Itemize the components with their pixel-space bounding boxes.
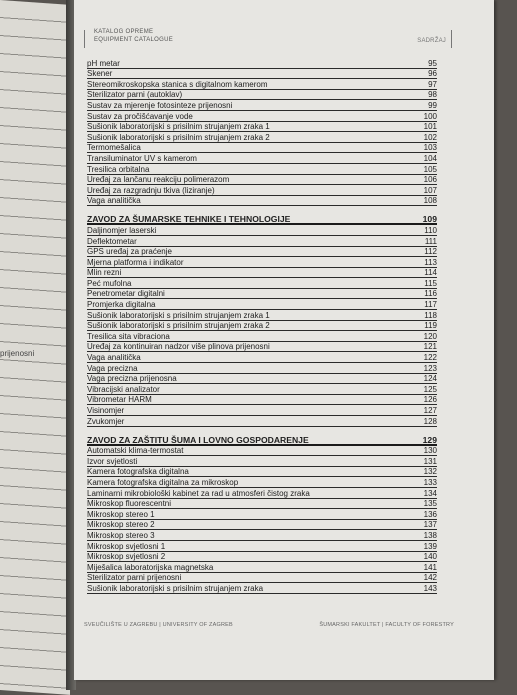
toc-entry-title: Uređaj za kontinuiran nadzor više plinova prijenosni (87, 342, 270, 352)
toc-page-number: 118 (424, 310, 437, 320)
toc-page-number: 135 (423, 499, 437, 509)
toc-entry-title: Vaga analitička (87, 353, 141, 363)
toc-entry-title: Zvukomjer (87, 416, 125, 426)
toc-page-number: 115 (424, 278, 437, 288)
toc-row (87, 289, 437, 300)
toc-page-number: 127 (423, 406, 437, 415)
toc-entry-title: Kamera fotografska digitalna za mikroskop (87, 477, 239, 487)
toc-page-number: 141 (423, 562, 437, 572)
toc-row (87, 79, 437, 90)
header-title-en: EQUIPMENT CATALOGUE (94, 37, 174, 43)
toc-row (87, 467, 437, 478)
toc-entry-title: Sterilizator parni (autoklav) (87, 90, 183, 100)
toc-row (87, 268, 437, 279)
toc-page-number: 97 (428, 79, 437, 89)
toc-page-number: 103 (423, 143, 437, 153)
left-page-fragment: prijenosni (0, 349, 35, 358)
toc-entry-title: Mikroskop stereo 1 (87, 509, 155, 519)
toc-row (87, 310, 437, 321)
toc-page-number: 130 (423, 446, 437, 456)
toc-row (87, 175, 437, 186)
toc-page-number: 143 (423, 583, 437, 593)
page-footer (84, 622, 454, 628)
toc-page-number: 100 (423, 111, 437, 121)
toc-row (87, 90, 437, 101)
toc-row (87, 456, 437, 467)
catalogue-page (74, 0, 494, 680)
toc-entry-title: Sušionik laboratorijski s prisilnim strujanjem zraka (87, 583, 264, 593)
toc-page-number: 96 (428, 69, 437, 79)
toc-row (87, 164, 437, 175)
toc-row (87, 488, 437, 499)
toc-row (87, 416, 437, 427)
toc-row (87, 153, 437, 164)
toc-page-number: 117 (424, 300, 437, 310)
toc-entry-title: Promjerka digitalna (87, 300, 156, 310)
toc-page-number: 111 (424, 236, 437, 246)
toc-row (87, 509, 437, 520)
toc-row (87, 477, 437, 488)
toc-entry-title: Sterilizator parni prijenosni (87, 573, 182, 583)
toc-page-number: 142 (423, 573, 437, 583)
toc-entry-title: Vaga precizna prijenosna (87, 374, 177, 384)
toc-entry-title: Skener (87, 69, 113, 79)
toc-entry-title: Mikroskop stereo 3 (87, 530, 155, 540)
toc-page-number: 124 (423, 374, 437, 384)
toc-page-number: 104 (423, 153, 437, 163)
toc-row (87, 299, 437, 310)
toc-row (87, 573, 437, 584)
toc-row (87, 363, 437, 374)
toc-page-number: 134 (423, 488, 437, 498)
toc-page-number: 108 (423, 196, 437, 206)
toc-page-number: 131 (423, 456, 437, 466)
toc-page-number: 99 (428, 100, 437, 110)
toc-row (87, 69, 437, 80)
header-right-rule (451, 30, 452, 48)
toc-row (87, 58, 437, 69)
toc-section-row (87, 427, 437, 446)
toc-entry-title: Miješalica laboratorijska magnetska (87, 562, 214, 572)
toc-page-number: 105 (423, 164, 437, 174)
toc-entry-title: Termomešalica (87, 143, 141, 153)
toc-row (87, 520, 437, 531)
toc-row (87, 395, 437, 406)
toc-page-number: 109 (422, 214, 437, 225)
toc-row (87, 236, 437, 247)
toc-row (87, 100, 437, 111)
toc-page-number: 110 (424, 225, 437, 235)
toc-page-number: 102 (423, 132, 437, 142)
toc-entry-title: Peć mufolna (87, 278, 132, 288)
toc-page-number: 114 (424, 268, 437, 278)
toc-row (87, 225, 437, 236)
toc-entry-title: Mlin rezni (87, 268, 122, 278)
toc-page-number: 137 (423, 520, 437, 530)
toc-entry-title: Vaga precizna (87, 363, 138, 373)
toc-entry-title: Transiluminator UV s kamerom (87, 153, 197, 163)
toc-row (87, 196, 437, 207)
page-header (94, 28, 173, 44)
toc-row (87, 405, 437, 416)
toc-entry-title: GPS uređaj za praćenje (87, 247, 172, 257)
toc-page-number: 101 (423, 122, 437, 132)
toc-entry-title: Mikroskop svjetlosni 1 (87, 541, 166, 551)
header-title-hr: KATALOG OPREME (94, 29, 154, 35)
toc-row (87, 541, 437, 552)
toc-entry-title: pH metar (87, 58, 120, 68)
toc-page-number: 140 (423, 552, 437, 562)
toc-page-number: 121 (423, 342, 437, 352)
toc-page-number: 133 (423, 477, 437, 487)
toc-entry-title: Kamera fotografska digitalna (87, 467, 189, 477)
toc-entry-title: Deflektometar (87, 236, 137, 246)
toc-entry-title: Automatski klima-termostat (87, 446, 184, 456)
toc-entry-title: Vibracijski analizator (87, 384, 160, 394)
toc-row (87, 352, 437, 363)
toc-row (87, 530, 437, 541)
toc-section-row (87, 206, 437, 225)
toc-row (87, 247, 437, 258)
toc-row (87, 122, 437, 133)
toc-row (87, 257, 437, 268)
toc-row (87, 552, 437, 563)
left-facing-page (0, 0, 70, 695)
toc-section-title: ZAVOD ZA ŠUMARSKE TEHNIKE I TEHNOLOGIJE (87, 214, 291, 225)
toc-page-number: 129 (422, 434, 437, 445)
toc-page-number: 138 (423, 530, 437, 540)
toc-entry-title: Izvor svjetlosti (87, 456, 138, 466)
toc-entry-title: Uređaj za lančanu reakciju polimerazom (87, 175, 230, 185)
toc-entry-title: Uređaj za razgradnju tkiva (liziranje) (87, 185, 215, 195)
toc-page-number: 107 (423, 185, 437, 195)
toc-entry-title: Tresilica orbitalna (87, 164, 150, 174)
table-of-contents (87, 58, 437, 594)
toc-entry-title: Mjerna platforma i indikator (87, 257, 184, 267)
toc-page-number: 139 (423, 541, 437, 551)
toc-row (87, 278, 437, 289)
toc-row (87, 384, 437, 395)
toc-page-number: 116 (424, 289, 437, 299)
toc-page-number: 136 (423, 509, 437, 519)
toc-entry-title: Tresilica sita vibraciona (87, 331, 170, 341)
toc-page-number: 132 (423, 467, 437, 477)
toc-entry-title: Sustav za mjerenje fotosinteze prijenosni (87, 100, 233, 110)
toc-row (87, 374, 437, 385)
toc-row (87, 446, 437, 457)
toc-row (87, 562, 437, 573)
toc-entry-title: Penetrometar digitalni (87, 289, 165, 299)
header-rule (84, 30, 85, 48)
toc-entry-title: Mikroskop fluorescentni (87, 499, 172, 509)
footer-faculty: ŠUMARSKI FAKULTET | FACULTY OF FORESTRY (319, 622, 454, 628)
toc-page-number: 123 (423, 363, 437, 373)
toc-entry-title: Sušionik laboratorijski s prisilnim strujanjem zraka 1 (87, 122, 270, 132)
toc-row (87, 583, 437, 594)
toc-page-number: 126 (423, 395, 437, 405)
toc-page-number: 128 (423, 416, 437, 426)
toc-row (87, 321, 437, 332)
toc-page-number: 120 (423, 331, 437, 341)
toc-entry-title: Mikroskop svjetlosni 2 (87, 552, 166, 562)
toc-page-number: 112 (424, 247, 437, 257)
toc-row (87, 342, 437, 353)
toc-entry-title: Daljinomjer laserski (87, 225, 157, 235)
toc-entry-title: Visinomjer (87, 406, 125, 415)
toc-row (87, 143, 437, 154)
toc-entry-title: Sušionik laboratorijski s prisilnim strujanjem zraka 2 (87, 321, 270, 331)
footer-university: SVEUČILIŠTE U ZAGREBU | UNIVERSITY OF ZAGREB (84, 622, 233, 628)
toc-entry-title: Vaga analitička (87, 196, 141, 206)
toc-entry-title: Stereomikroskopska stanica s digitalnom kamerom (87, 79, 268, 89)
toc-page-number: 106 (423, 175, 437, 185)
toc-entry-title: Laminarni mikrobiološki kabinet za rad u atmosferi čistog zraka (87, 488, 310, 498)
toc-row (87, 111, 437, 122)
toc-row (87, 185, 437, 196)
toc-entry-title: Sušionik laboratorijski s prisilnim strujanjem zraka 1 (87, 310, 270, 320)
toc-page-number: 119 (424, 321, 437, 331)
toc-page-number: 95 (428, 58, 437, 68)
toc-row (87, 132, 437, 143)
toc-row (87, 499, 437, 510)
toc-page-number: 122 (423, 353, 437, 363)
toc-page-number: 113 (424, 257, 437, 267)
toc-entry-title: Sustav za pročišćavanje vode (87, 111, 193, 121)
header-section-label: SADRŽAJ (417, 38, 446, 44)
toc-entry-title: Sušionik laboratorijski s prisilnim strujanjem zraka 2 (87, 132, 270, 142)
toc-page-number: 98 (428, 90, 437, 100)
toc-row (87, 331, 437, 342)
toc-section-title: ZAVOD ZA ZAŠTITU ŠUMA I LOVNO GOSPODARENJE (87, 434, 309, 445)
toc-entry-title: Mikroskop stereo 2 (87, 520, 155, 530)
toc-entry-title: Vibrometar HARM (87, 395, 152, 405)
toc-page-number: 125 (423, 384, 437, 394)
